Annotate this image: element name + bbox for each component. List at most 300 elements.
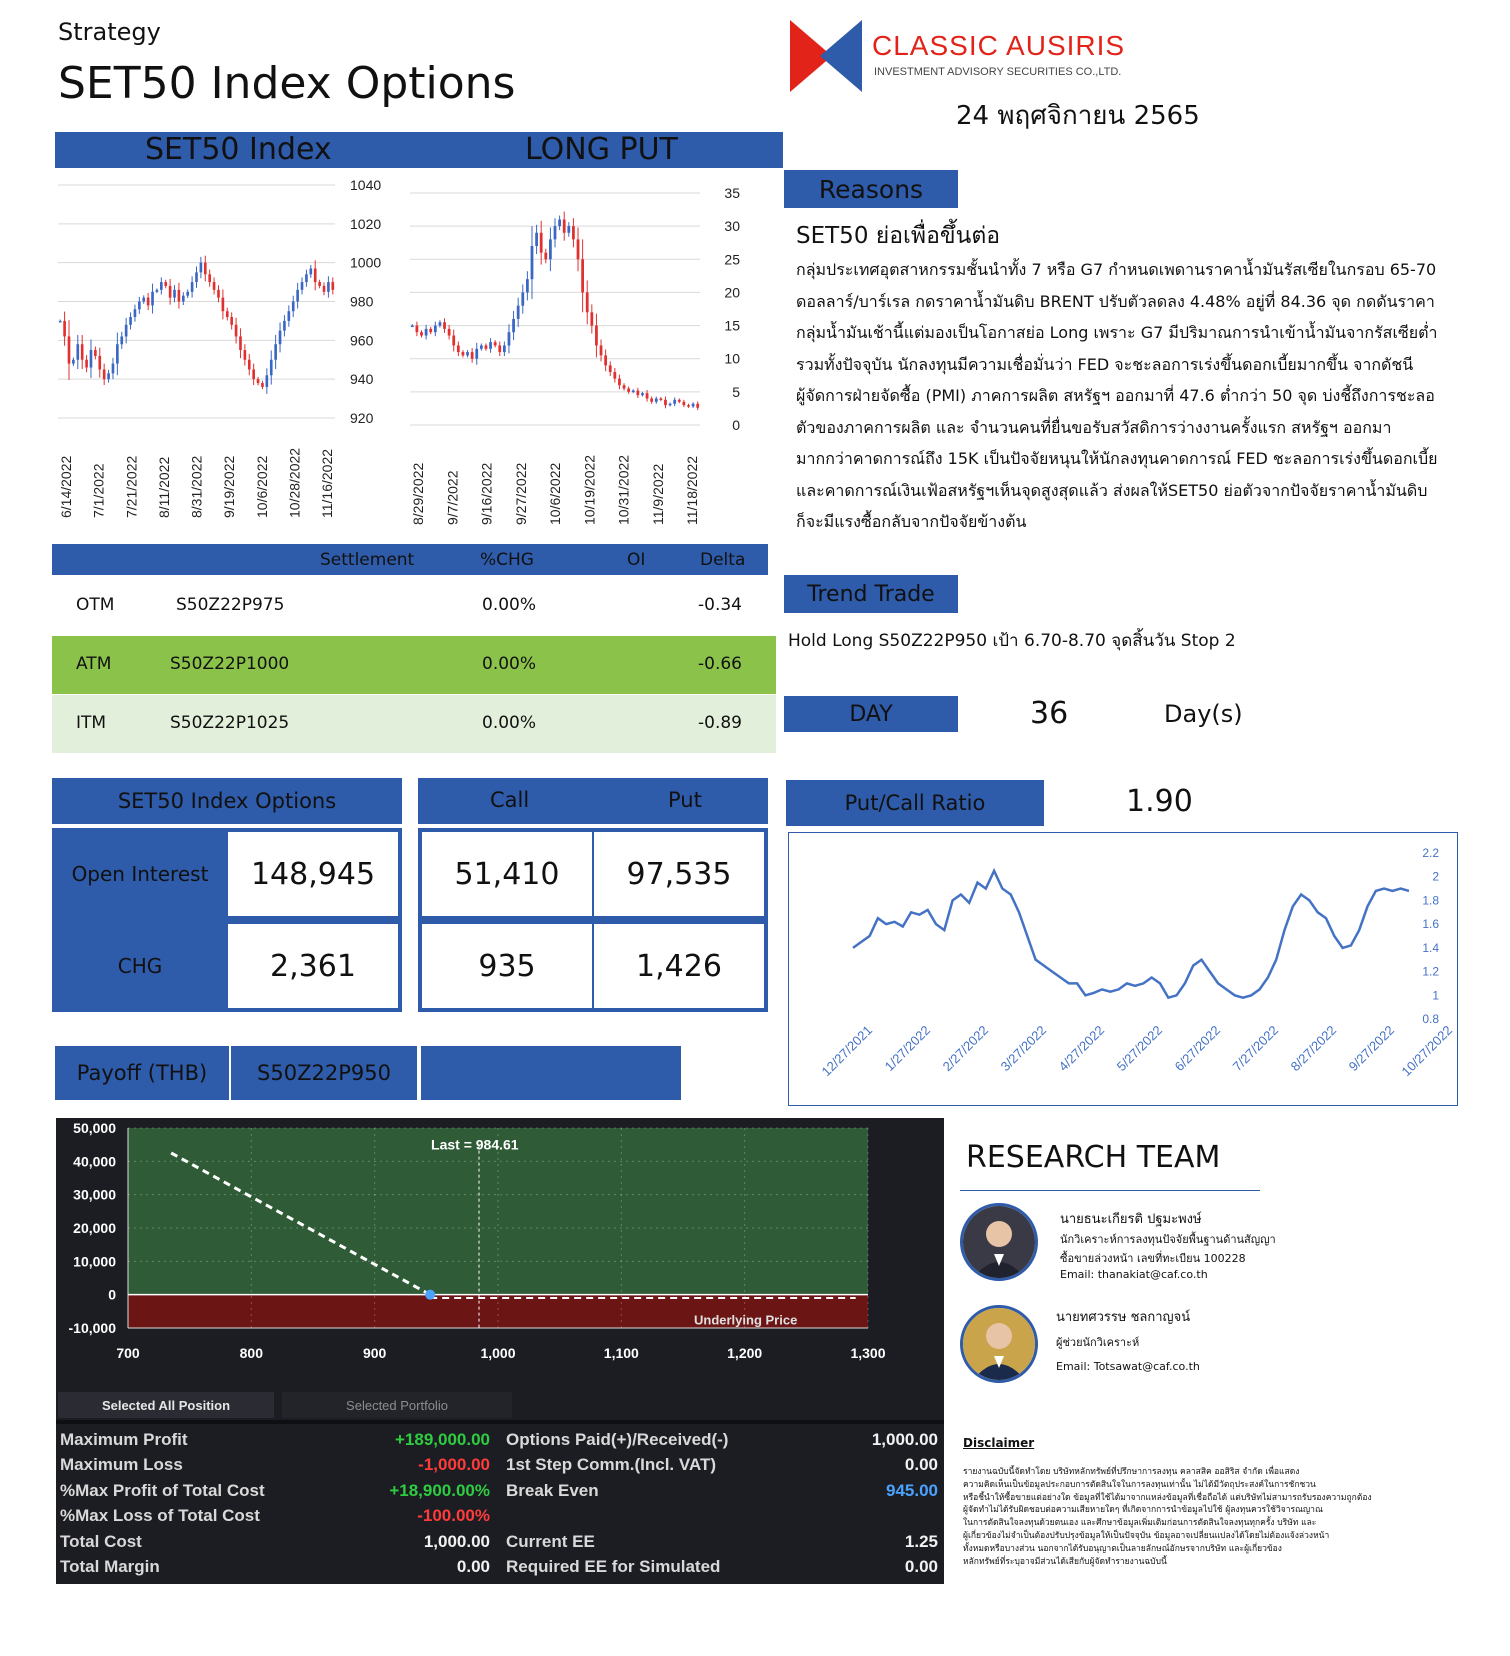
candle-body (678, 400, 681, 402)
summary-value: -1,000.00 (418, 1455, 490, 1475)
x-tick-label: 1,200 (727, 1345, 763, 1361)
summary-value: 0.00 (904, 1556, 938, 1576)
summary-label: Maximum Loss (60, 1455, 183, 1475)
candle-body (558, 220, 561, 227)
header-oi: OI (627, 550, 646, 570)
payoff-label: Payoff (THB) (76, 1061, 208, 1085)
candle-body (169, 286, 172, 298)
payoff-series: S50Z22P950 (257, 1061, 391, 1085)
candle-body (664, 400, 667, 405)
x-tick-label: 5/27/2022 (1113, 1022, 1166, 1075)
candle-body (164, 282, 167, 286)
candle-body (618, 379, 621, 386)
row-delta: -0.89 (698, 713, 742, 733)
x-tick-label: 10/28/2022 (286, 447, 303, 518)
x-tick-label: 7/21/2022 (123, 455, 140, 518)
reason-line: กลุ่มน้ำมันเช้านี้แต่มองเป็นโอกาสย่อ Long เพราะ G7 มีปริมาณการนำเข้าน้ำมันจากรัสเซียต่ำ (796, 323, 1438, 342)
x-tick-label: 12/27/2021 (818, 1022, 876, 1080)
x-tick-label: 9/7/2022 (444, 470, 461, 525)
candle-body (549, 239, 552, 259)
candle-body (572, 226, 575, 239)
x-tick-label: 8/31/2022 (188, 455, 205, 518)
candle-body (581, 259, 584, 292)
y-tick-label: 1.2 (1422, 964, 1439, 979)
y-tick-label: 0 (732, 417, 740, 433)
summary-value: -100.00% (417, 1506, 490, 1526)
candle-body (595, 326, 598, 346)
candle-body (147, 298, 150, 306)
y-tick-label: 0.8 (1422, 1012, 1439, 1026)
candle-body (68, 336, 71, 363)
candle-body (683, 402, 686, 405)
y-tick-label: 0 (108, 1286, 116, 1303)
payoff-panel (56, 1118, 944, 1584)
x-tick-label: 10/6/2022 (253, 455, 270, 518)
payoff-summary-right (506, 1428, 938, 1580)
candle-body (609, 365, 612, 372)
charts-header-bar (55, 132, 783, 168)
x-tick-label: 9/19/2022 (221, 455, 238, 518)
reasons-label-bar (784, 170, 958, 208)
summary-label: %Max Loss of Total Cost (60, 1506, 260, 1526)
candle-body (462, 352, 465, 355)
x-tick-label: 1/27/2022 (881, 1022, 934, 1075)
last-price-label: Last = 984.61 (431, 1136, 519, 1153)
candle-body (239, 336, 242, 350)
table-row (52, 636, 776, 694)
pcr-label-bar (786, 780, 1044, 826)
summary-row (506, 1453, 938, 1478)
x-tick-label: 11/18/2022 (684, 455, 700, 525)
payoff-summary-divider (56, 1420, 944, 1424)
summary-value: 0.00 (456, 1556, 490, 1576)
candle-body (590, 312, 593, 325)
y-tick-label: 25 (724, 251, 740, 268)
row-delta: -0.34 (698, 595, 742, 615)
candle-body (98, 356, 101, 370)
candle-body (208, 274, 211, 282)
candle-body (318, 282, 321, 286)
candle-body (230, 317, 233, 325)
candle-body (641, 393, 644, 395)
strategy-kicker: Strategy (58, 18, 161, 46)
candle-body (309, 268, 312, 274)
candle-body (63, 321, 66, 337)
y-tick-label: 1.6 (1422, 917, 1439, 932)
candle-body (503, 345, 506, 352)
candle-body (659, 398, 662, 400)
candle-body (512, 319, 515, 332)
candle-body (439, 322, 442, 325)
x-tick-label: 11/16/2022 (319, 448, 335, 518)
row-type: ATM (76, 654, 112, 674)
candle-body (283, 321, 286, 331)
summary-label: Break Even (506, 1480, 599, 1500)
x-tick-label: 4/27/2022 (1055, 1022, 1108, 1075)
underlying-price-label: Underlying Price (694, 1312, 798, 1328)
y-tick-label: 10 (724, 350, 740, 367)
reasons-headline: SET50 ย่อเพื่อขึ้นต่อ (796, 223, 1001, 249)
summary-row (506, 1504, 938, 1529)
research-title: RESEARCH TEAM (966, 1140, 1221, 1175)
candle-body (627, 389, 630, 392)
summary-value: 1.25 (904, 1531, 938, 1551)
summary-label: Total Margin (60, 1556, 160, 1576)
trend-trade-label-bar (784, 575, 958, 613)
disclaimer-title: Disclaimer (963, 1436, 1035, 1450)
long-put-candlestick-chart (410, 175, 782, 535)
summary-label: Options Paid(+)/Received(-) (506, 1430, 729, 1449)
put-call-ratio-chart (788, 832, 1458, 1106)
x-tick-label: 9/16/2022 (478, 462, 495, 525)
candle-body (244, 350, 247, 360)
candle-body (279, 331, 282, 345)
candle-body (81, 344, 84, 360)
y-tick-label: 1000 (350, 254, 382, 271)
summary-label: 1st Step Comm.(Incl. VAT) (506, 1455, 717, 1475)
y-tick-label: 960 (350, 332, 374, 349)
y-tick-label: 10,000 (73, 1253, 116, 1270)
day-unit: Day(s) (1164, 700, 1243, 728)
candle-body (156, 290, 159, 292)
candle-body (151, 292, 154, 306)
researcher-1-license: ซื้อขายล่วงหน้า เลขที่ทะเบียน 100228 (1060, 1252, 1246, 1265)
candle-body (116, 344, 119, 363)
x-tick-label: 1,300 (850, 1345, 886, 1361)
candle-body (261, 383, 264, 387)
candle-body (687, 405, 690, 407)
research-divider (960, 1190, 1260, 1191)
y-tick-label: 35 (724, 185, 740, 201)
summary-row (60, 1504, 490, 1529)
summary-value: 1,000.00 (871, 1430, 938, 1449)
candle-body (475, 349, 478, 359)
options-table-header (52, 544, 768, 575)
candle-body (301, 282, 304, 290)
candle-body (257, 379, 260, 383)
set50-chart-title: SET50 Index (145, 132, 332, 167)
candle-body (452, 336, 455, 346)
payoff-blank-bar (421, 1046, 681, 1100)
payoff-summary-left (60, 1428, 490, 1580)
candle-body (411, 326, 414, 328)
summary-row (60, 1479, 490, 1504)
summary-label: %Max Profit of Total Cost (60, 1480, 265, 1500)
candle-body (107, 373, 110, 379)
candle-body (182, 296, 185, 302)
candle-body (655, 398, 658, 401)
break-even-point (425, 1290, 435, 1300)
disclaimer-line: หลักทรัพย์ที่ระบุอาจมีส่วนได้เสียกับผู้จัดทำรายงานฉบับนี้ (963, 1556, 1167, 1567)
candle-body (323, 286, 326, 292)
row-type: ITM (76, 713, 107, 733)
candle-body (416, 326, 419, 333)
chg-total-value: 2,361 (228, 924, 398, 1008)
x-tick-label: 8/11/2022 (155, 456, 172, 518)
candle-body (195, 272, 198, 282)
disclaimer-line: ในการตัดสินใจลงทุนด้วยตนเอง และศึกษาข้อมูลเพิ่มเติมก่อนการตัดสินใจลงทุนทุกครั้ง บริษัท และ (963, 1518, 1317, 1529)
reason-line: กลุ่มประเทศอุตสาหกรรมชั้นนำทั้ง 7 หรือ G7 กำหนดเพดานราคาน้ำมันรัสเซียในกรอบ 65-70 (796, 260, 1437, 279)
x-tick-label: 9/27/2022 (1345, 1022, 1398, 1075)
y-tick-label: 1 (1432, 988, 1439, 1003)
chg-put-value: 1,426 (594, 924, 764, 1008)
candle-body (305, 274, 308, 282)
tab-selected-all-position[interactable]: Selected All Position (58, 1392, 274, 1418)
summary-row (506, 1479, 938, 1504)
candle-body (200, 263, 203, 273)
candle-body (623, 385, 626, 388)
candle-body (222, 298, 225, 312)
x-tick-label: 11/9/2022 (649, 463, 666, 525)
candle-body (434, 326, 437, 333)
summary-value: 0.00 (904, 1455, 938, 1475)
long-put-chart-title: LONG PUT (525, 132, 678, 167)
x-tick-label: 9/27/2022 (512, 462, 529, 525)
candle-body (457, 345, 460, 352)
stats-title-bar (52, 778, 402, 824)
summary-value: 1,000.00 (423, 1531, 490, 1551)
candle-body (125, 325, 128, 337)
x-tick-label: 6/14/2022 (58, 455, 74, 518)
candle-body (535, 233, 538, 246)
y-tick-label: 1.4 (1422, 940, 1439, 955)
disclaimer-body (963, 1466, 1372, 1568)
payoff-chart (56, 1118, 944, 1384)
candle-body (544, 253, 547, 260)
reason-line: ผู้จัดการฝ่ายจัดซื้อ (PMI) ภาคการผลิต สหรัฐฯ ออกมาที่ 47.6 ต่ำกว่า 50 จุด บ่งชี้ถึงการชะลอ (796, 386, 1435, 405)
x-tick-label: 7/27/2022 (1229, 1022, 1282, 1075)
day-label: DAY (849, 701, 893, 727)
row-series: S50Z22P975 (176, 595, 285, 615)
researcher-1-role: นักวิเคราะห์การลงทุนปัจจัยพื้นฐานด้านสัญญา (1060, 1233, 1276, 1246)
candle-body (85, 360, 88, 368)
header-chg: %CHG (480, 550, 534, 570)
row-chg: 0.00% (482, 595, 537, 615)
candle-body (604, 355, 607, 365)
candle-body (266, 375, 269, 387)
table-row (52, 695, 776, 753)
x-tick-label: 10/27/2022 (1398, 1022, 1456, 1080)
candle-body (669, 404, 672, 406)
candle-body (636, 391, 639, 396)
row-chg: 0.00% (482, 654, 537, 674)
candle-body (425, 329, 428, 336)
y-tick-label: -10,000 (68, 1320, 116, 1336)
pcr-value: 1.90 (1126, 784, 1193, 819)
x-tick-label: 3/27/2022 (997, 1022, 1050, 1075)
candle-body (327, 282, 330, 292)
chg-call-value: 935 (422, 924, 592, 1008)
candle-body (692, 404, 695, 407)
payoff-label-bar (55, 1046, 229, 1100)
y-tick-label: 920 (350, 410, 374, 426)
disclaimer-line: ผู้เกี่ยวข้องไม่จำเป็นต้องปรับปรุงข้อมูลให้เป็นปัจจุบัน ข้อมูลอาจเปลี่ยนแปลงได้โดยไม่ต้องแจ้งล่วงหน้า (963, 1530, 1330, 1541)
candle-body (508, 332, 511, 345)
candle-body (191, 282, 194, 292)
y-tick-label: 1020 (350, 215, 382, 232)
candle-body (235, 325, 238, 337)
day-label-bar (784, 696, 958, 732)
candle-body (429, 329, 432, 332)
reason-line: มากกว่าคาดการณ์ถึง 15K เป็นปัจจัยหนุนให้นักลงทุนคาดการณ์ FED ชะลอการเร่งขึ้นดอกเบี้ย (796, 449, 1438, 468)
stats-total-box (52, 828, 402, 1012)
y-tick-label: 980 (350, 293, 374, 310)
summary-label: Required EE for Simulated (506, 1556, 721, 1576)
candle-body (420, 332, 423, 335)
candle-body (577, 239, 580, 259)
reason-line: รวมทั้งปัจจุบัน นักลงทุนมีความเชื่อมั่นว่า FED จะชะลอการเร่งขึ้นดอกเบี้ยมากขึ้น จากดัชนี (796, 354, 1414, 374)
candle-body (650, 398, 653, 401)
avatar (960, 1305, 1038, 1383)
disclaimer-line: ทั้งหมดหรือบางส่วน นอกจากได้รับอนุญาตเป็นลายลักษณ์อักษรจากบริษัท และผู้เกี่ยวข้อง (963, 1543, 1282, 1554)
candle-body (248, 360, 251, 370)
candle-body (471, 352, 474, 359)
put-label: Put (668, 788, 702, 812)
candle-body (204, 263, 207, 275)
candle-body (76, 344, 79, 360)
company-sub: INVESTMENT ADVISORY SECURITIES CO.,LTD. (874, 66, 1122, 78)
candle-body (498, 345, 501, 352)
row-series: S50Z22P1000 (170, 654, 290, 674)
company-name: CLASSIC AUSIRIS (872, 30, 1126, 61)
x-tick-label: 700 (116, 1345, 140, 1361)
candle-body (613, 372, 616, 379)
candle-body (94, 350, 97, 356)
set50-candlestick-chart (55, 175, 400, 535)
candle-body (72, 360, 75, 364)
candle-body (448, 329, 451, 336)
header-delta: Delta (700, 550, 746, 570)
researcher-2-role: ผู้ช่วยนักวิเคราะห์ (1056, 1336, 1140, 1349)
x-tick-label: 10/19/2022 (581, 454, 598, 525)
candle-body (142, 298, 145, 302)
candle-body (226, 311, 229, 317)
summary-row (60, 1453, 490, 1478)
candle-body (600, 345, 603, 355)
payoff-series-bar (231, 1046, 417, 1100)
oi-label: Open Interest (71, 862, 209, 886)
y-tick-label: 940 (350, 371, 374, 388)
candle-body (673, 400, 676, 404)
researcher-2-name: นายทศวรรษ ชลกาญจน์ (1056, 1310, 1191, 1325)
summary-row (60, 1555, 490, 1580)
candle-body (646, 393, 649, 398)
row-series: S50Z22P1025 (170, 713, 290, 733)
candle-body (521, 292, 524, 305)
candle-body (314, 268, 317, 282)
candle-body (138, 302, 141, 310)
summary-label: Total Cost (60, 1531, 142, 1551)
day-value: 36 (1030, 696, 1069, 731)
oi-put-value: 97,535 (594, 832, 764, 916)
candle-body (489, 342, 492, 349)
trend-trade-text: Hold Long S50Z22P950 เป้า 6.70-8.70 จุดสิ้นวัน Stop 2 (788, 631, 1236, 651)
x-tick-label: 10/31/2022 (615, 454, 632, 525)
reason-line: และคาดการณ์เงินเฟ้อสหรัฐฯเห็นจุดสูงสุดแล้ว ส่งผลให้SET50 ย่อตัวจากปัจจัยราคาน้ำมันดิบ (796, 480, 1428, 500)
candle-body (480, 345, 483, 348)
call-put-header-bar (418, 778, 768, 824)
row-chg: 0.00% (482, 713, 537, 733)
page-title: SET50 Index Options (58, 58, 516, 109)
candle-body (217, 290, 220, 298)
oi-call-value: 51,410 (422, 832, 592, 916)
reasons-body (796, 254, 1476, 538)
x-tick-label: 1,000 (480, 1345, 516, 1361)
researcher-1-email: Email: thanakiat@caf.co.th (1060, 1268, 1208, 1281)
x-tick-label: 10/6/2022 (547, 462, 563, 525)
summary-row (60, 1428, 490, 1453)
reason-line: ก็จะมีแรงซื้อกลับจากปัจจัยข้างต้น (796, 512, 1027, 531)
table-row (52, 577, 776, 635)
summary-label: Maximum Profit (60, 1430, 188, 1449)
summary-value: +189,000.00 (394, 1430, 490, 1449)
candle-body (129, 317, 132, 325)
candle-body (160, 282, 163, 290)
candle-body (526, 279, 529, 292)
candle-body (213, 282, 216, 290)
candle-body (632, 391, 635, 393)
summary-row (506, 1530, 938, 1555)
avatar (960, 1203, 1038, 1281)
candle-body (134, 309, 137, 317)
candle-body (540, 233, 543, 253)
candle-body (59, 321, 62, 323)
summary-row (60, 1530, 490, 1555)
candle-body (173, 290, 176, 298)
candle-body (274, 344, 277, 360)
y-tick-label: 30 (724, 218, 740, 235)
disclaimer-line: รายงานฉบับนี้จัดทำโดย บริษัทหลักทรัพย์ที่ปรึกษาการลงทุน คลาสสิค ออสิริส จำกัด เพื่อแสดง (963, 1467, 1300, 1477)
candle-body (331, 282, 334, 290)
x-tick-label: 6/27/2022 (1171, 1022, 1224, 1075)
candle-body (494, 342, 497, 345)
pcr-label: Put/Call Ratio (844, 791, 986, 815)
x-tick-label: 2/27/2022 (939, 1022, 992, 1075)
y-tick-label: 2.2 (1422, 846, 1439, 860)
disclaimer-line: ความคิดเห็นเป็นข้อมูลประกอบการตัดสินใจในการลงทุนเท่านั้น ไม่ได้มีวัตถุประสงค์ในการชักชวน (963, 1479, 1316, 1490)
reason-line: ดอลลาร์/บาร์เรล กดราคาน้ำมันดิบ BRENT ปรับตัวลดลง 4.48% อยู่ที่ 84.36 จุด กดดันราคา (796, 291, 1435, 311)
candle-body (466, 352, 469, 355)
report-date: 24 พฤศจิกายน 2565 (956, 101, 1200, 131)
tab-selected-portfolio[interactable]: Selected Portfolio (282, 1392, 512, 1418)
disclaimer-line: ผู้จัดทำไม่ได้รับผิดชอบต่อความเสียหายใดๆ ที่เกิดจากการนำข้อมูลไปใช้ ผู้ลงทุนควรใช้วิจารณญาณ (963, 1505, 1323, 1516)
call-label: Call (490, 788, 530, 812)
candle-body (288, 311, 291, 321)
row-delta: -0.66 (698, 654, 742, 674)
candle-body (485, 345, 488, 348)
candle-body (531, 246, 534, 279)
y-tick-label: 40,000 (73, 1153, 116, 1170)
candle-body (696, 404, 699, 408)
oi-total-value: 148,945 (228, 832, 398, 916)
candle-body (270, 360, 273, 376)
x-tick-label: 7/1/2022 (90, 463, 107, 518)
y-tick-label: 1040 (350, 177, 382, 193)
y-tick-label: 1.8 (1422, 893, 1439, 908)
candle-body (567, 226, 570, 233)
x-tick-label: 8/29/2022 (410, 462, 426, 525)
summary-row (506, 1555, 938, 1580)
candle-body (178, 290, 181, 302)
researcher-1-name: นายธนะเกียรติ ปฐมะพงษ์ (1060, 1212, 1202, 1227)
y-tick-label: 50,000 (73, 1120, 116, 1136)
stats-call-put-box (418, 828, 768, 1012)
candle-body (296, 290, 299, 302)
x-tick-label: 1,100 (603, 1345, 639, 1361)
candle-body (90, 350, 93, 367)
company-logo (790, 20, 862, 92)
candle-body (586, 292, 589, 312)
